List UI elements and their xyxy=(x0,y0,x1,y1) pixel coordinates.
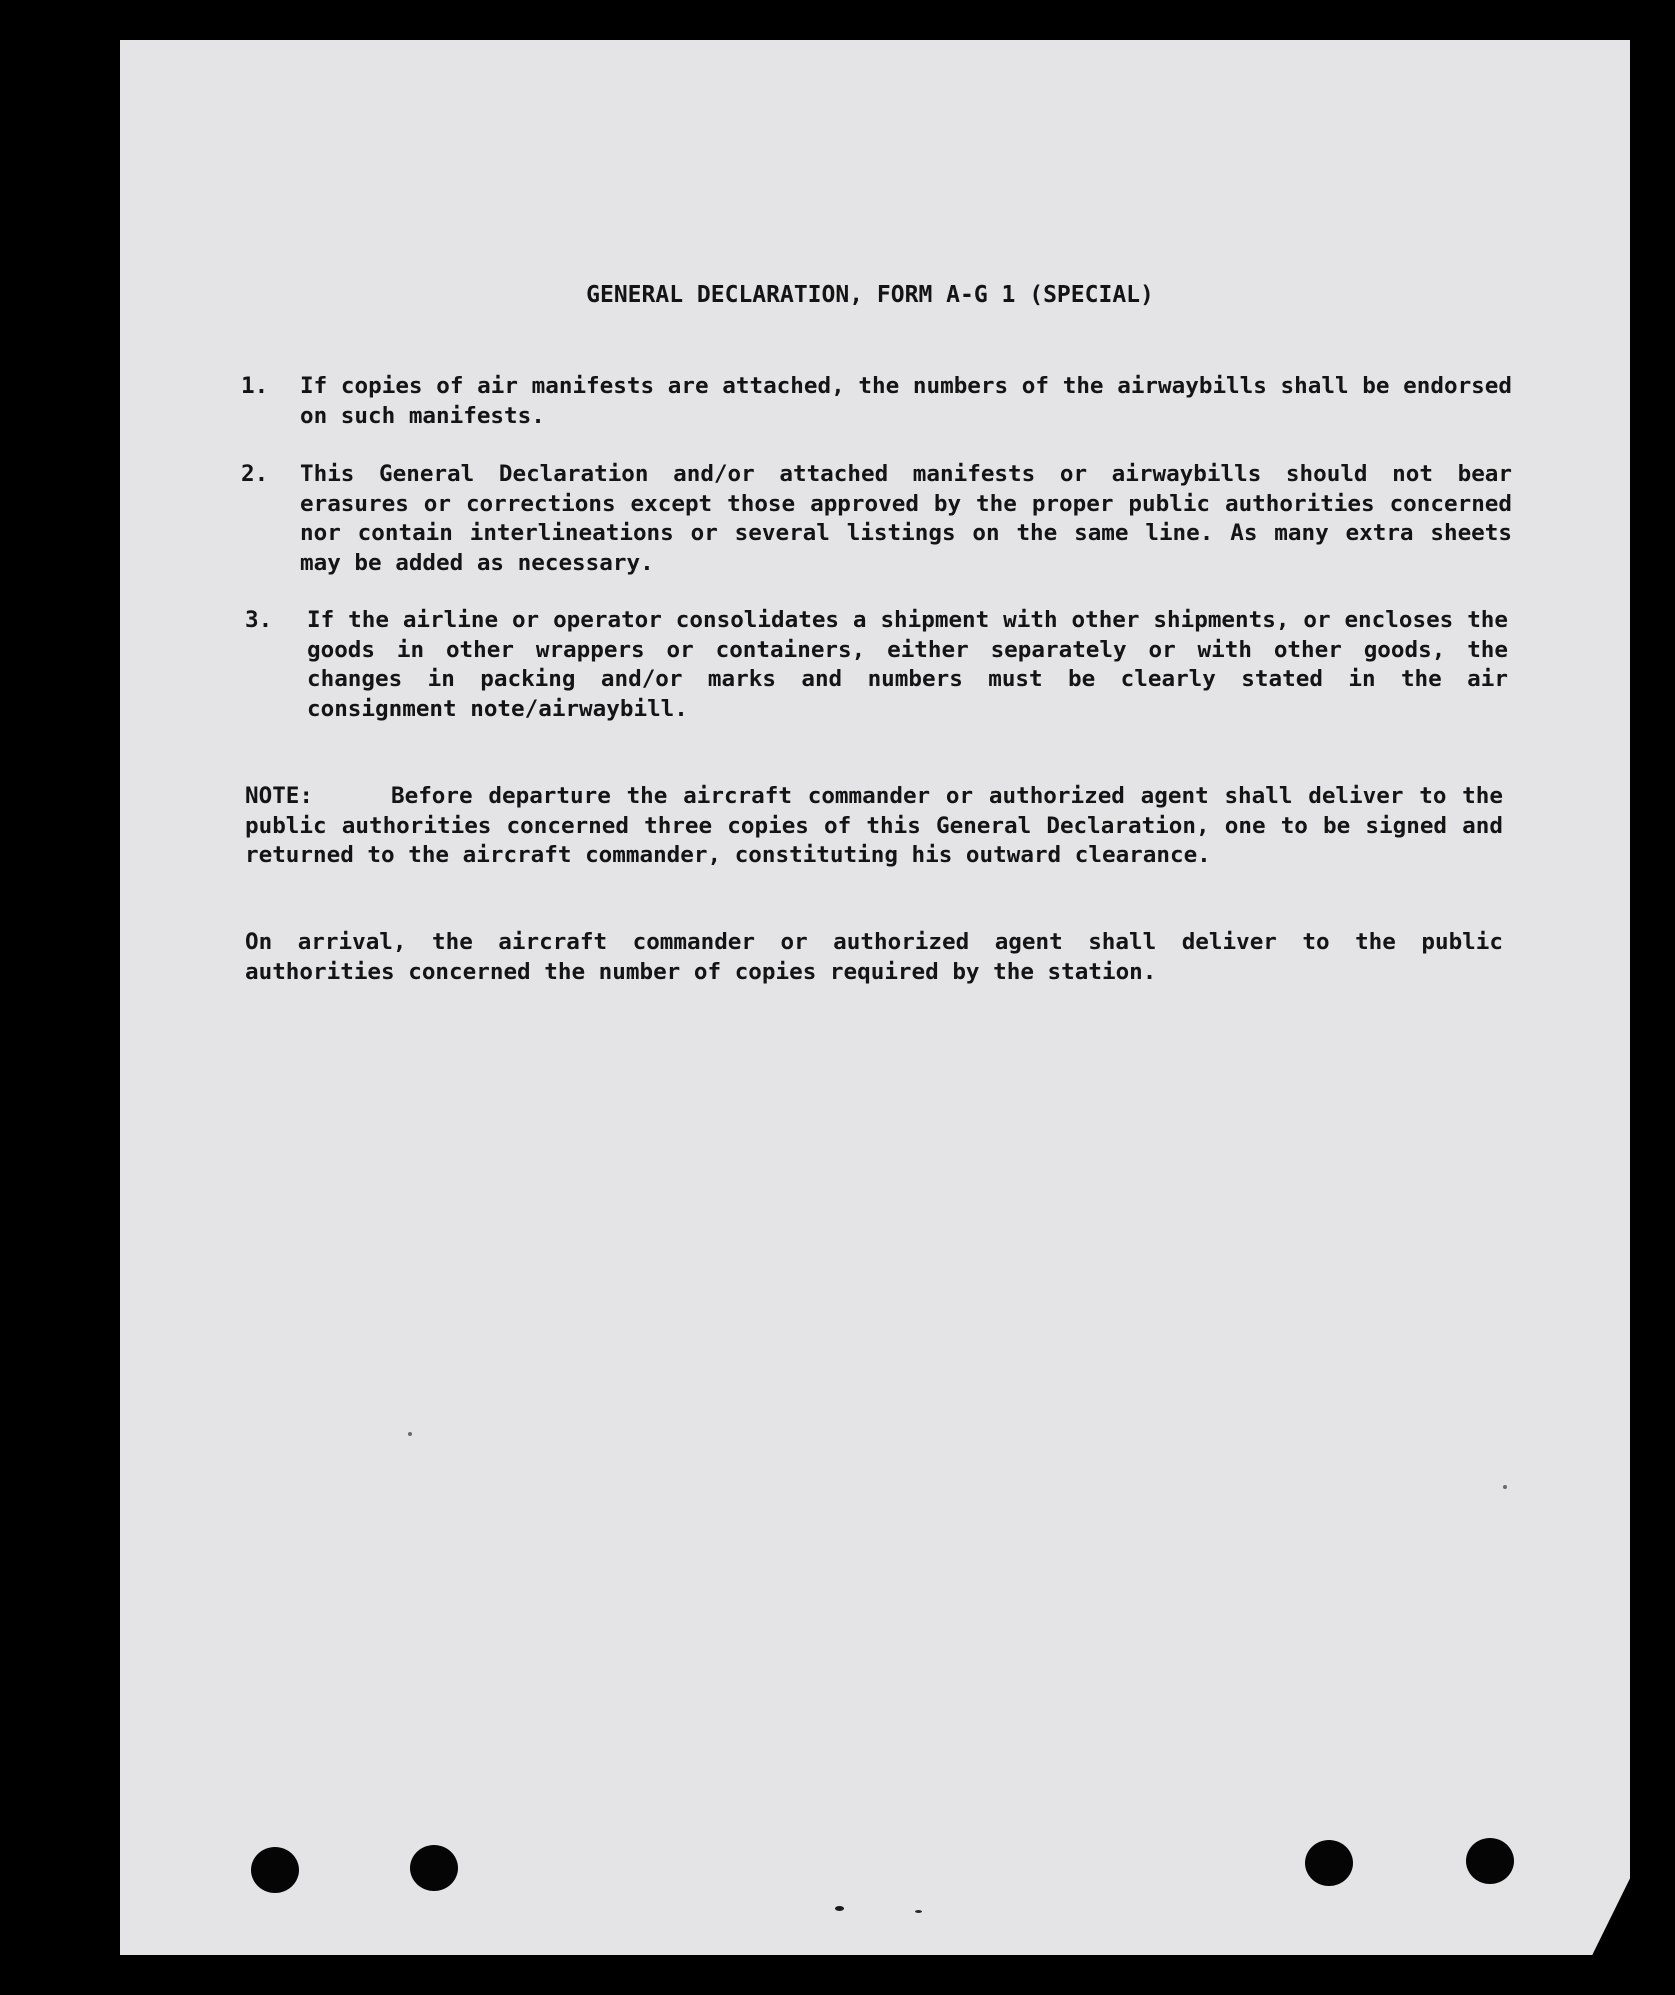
document-title: GENERAL DECLARATION, FORM A-G 1 (SPECIAL) xyxy=(586,282,1154,308)
paper-speck xyxy=(1503,1485,1507,1489)
punch-hole xyxy=(1466,1838,1514,1884)
paper-speck xyxy=(408,1432,412,1436)
instruction-item-2 xyxy=(241,460,1512,578)
note-paragraph xyxy=(245,782,1503,871)
item-text: If the airline or operator consolidates a shipment with other shipments, or encloses the goods in other wrappers or containers, either separately or with other goods, the changes in packing and/or marks and numbers must be clearly stated in the air consignment note/airwaybill. xyxy=(307,607,1508,722)
instruction-item-1 xyxy=(241,372,1512,431)
document-page xyxy=(120,40,1630,1955)
note-text: Before departure the aircraft commander or authorized agent shall deliver to the public authorities concerned three copies of this General Declaration, one to be signed and returned to the aircraft commander, constituting his outward clearance. xyxy=(245,783,1503,868)
note-label: NOTE: xyxy=(245,783,314,809)
item-number: 3. xyxy=(245,607,273,633)
item-text: If copies of air manifests are attached, the numbers of the airwaybills shall be endorsed on such manifests. xyxy=(300,373,1512,429)
item-number: 2. xyxy=(241,461,269,487)
paper-speck xyxy=(915,1910,922,1913)
item-number: 1. xyxy=(241,373,269,399)
instruction-item-3 xyxy=(245,606,1508,724)
punch-hole xyxy=(251,1847,299,1893)
paper-speck xyxy=(835,1906,844,1911)
punch-hole xyxy=(410,1845,458,1891)
punch-hole xyxy=(1305,1840,1353,1886)
item-text: This General Declaration and/or attached manifests or airwaybills should not bear erasures or corrections except those approved by the proper public authorities concerned nor contain interlineations or several listings on the same line. As many extra sheets may be added as necessary. xyxy=(300,461,1512,576)
arrival-paragraph: On arrival, the aircraft commander or authorized agent shall deliver to the public authorities concerned the number of copies required by the station. xyxy=(245,929,1503,985)
